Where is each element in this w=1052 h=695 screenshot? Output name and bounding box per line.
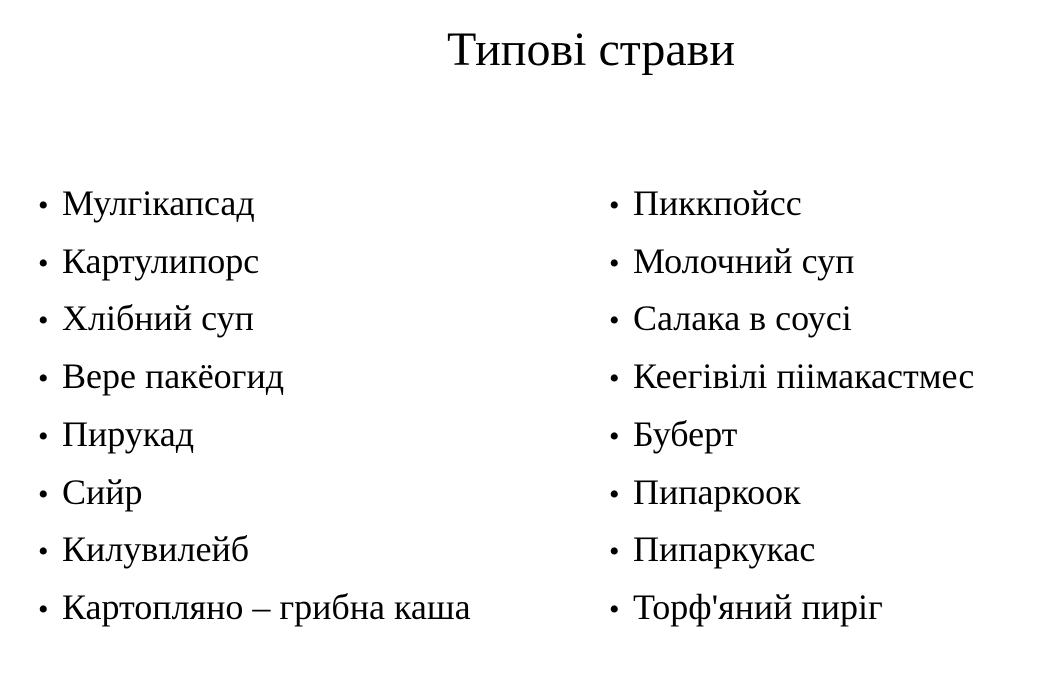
list-item (609, 349, 974, 407)
bullet-icon: • (609, 535, 620, 569)
dish-name: Кеегівілі піімакастмес (633, 356, 975, 397)
bullet-icon: • (38, 304, 49, 338)
list-item (38, 176, 471, 234)
bullet-icon: • (609, 189, 620, 222)
bullet-icon: • (38, 419, 49, 453)
dish-name: Пипаркукас (633, 529, 816, 570)
bullet-icon: • (38, 535, 49, 569)
list-item (38, 349, 471, 407)
dish-name: Картулипорс (62, 240, 260, 281)
dish-name: Картопляно – грибна каша (62, 586, 471, 627)
list-item (38, 234, 471, 292)
bullet-icon: • (38, 189, 49, 222)
list-item (38, 465, 471, 523)
bullet-icon: • (609, 362, 620, 396)
dish-name: Пирукад (62, 413, 195, 454)
dish-list-left (38, 176, 471, 638)
bullet-icon: • (609, 304, 620, 338)
list-item (609, 522, 974, 580)
dish-name: Вере пакёогид (62, 356, 285, 397)
list-item (38, 522, 471, 580)
list-item (609, 234, 974, 292)
dish-name: Буберт (633, 413, 738, 454)
dish-name: Сийр (62, 471, 143, 512)
list-item (609, 407, 974, 465)
dish-name: Торф'яний пиріг (633, 586, 883, 627)
list-item (609, 291, 974, 349)
dish-name: Салака в соусі (633, 298, 852, 339)
slide-title: Типові страви (446, 23, 736, 76)
bullet-icon: • (38, 362, 49, 396)
dish-name: Пиккпойсс (633, 183, 802, 223)
dish-name: Молочний суп (633, 240, 855, 281)
dish-list-right (609, 176, 974, 638)
dish-name: Мулгікапсад (62, 183, 255, 223)
list-item (609, 176, 974, 234)
bullet-icon: • (609, 592, 620, 626)
dish-name: Пипаркоок (633, 471, 801, 512)
bullet-icon: • (38, 246, 49, 280)
list-item (38, 407, 471, 465)
bullet-icon: • (609, 419, 620, 453)
bullet-icon: • (38, 592, 49, 626)
dish-name: Хлібний суп (62, 298, 254, 339)
bullet-icon: • (609, 477, 620, 511)
bullet-icon: • (609, 246, 620, 280)
list-item (38, 580, 471, 638)
dish-name: Килувилейб (62, 529, 250, 570)
list-item (609, 465, 974, 523)
bullet-icon: • (38, 477, 49, 511)
list-item (38, 291, 471, 349)
list-item (609, 580, 974, 638)
